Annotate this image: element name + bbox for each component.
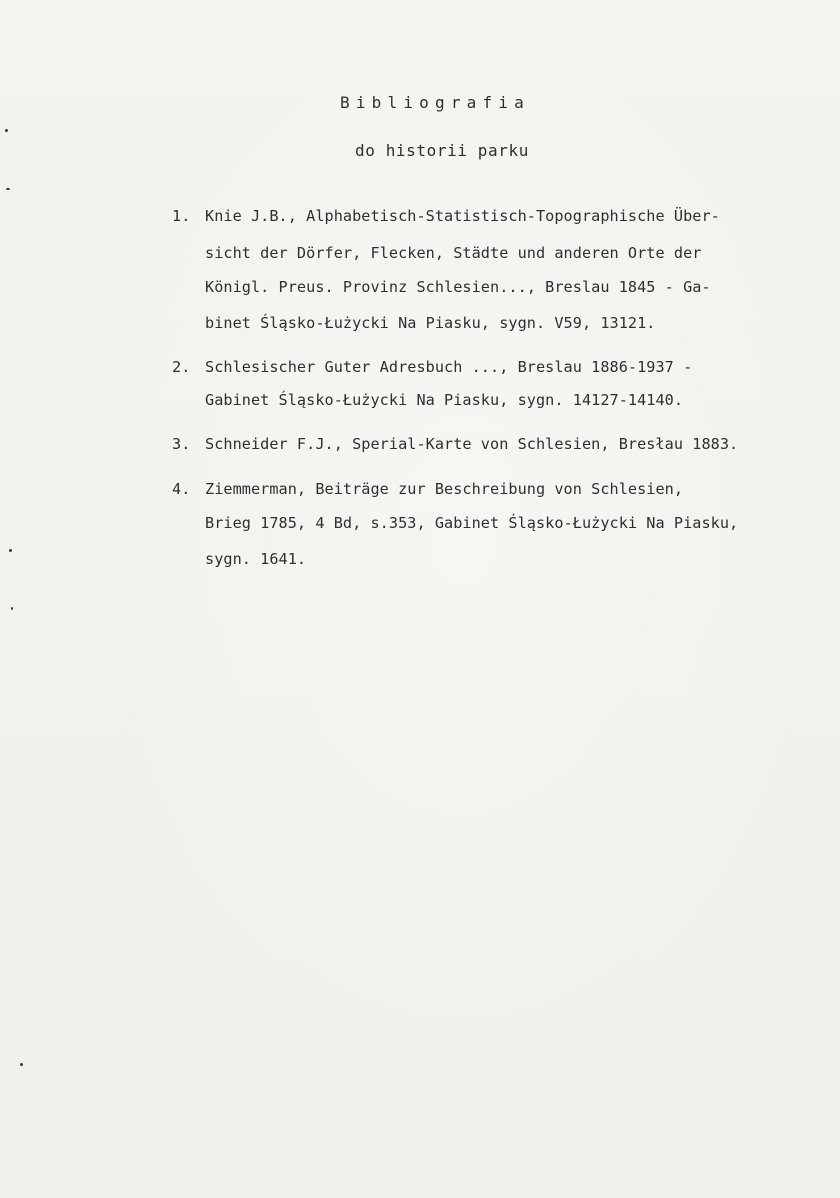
entry-number: 2.	[172, 358, 191, 376]
page-title: Bibliografia	[340, 93, 530, 112]
page-subtitle: do historii parku	[355, 141, 529, 160]
ink-speck	[20, 1063, 23, 1066]
ink-speck	[11, 607, 13, 610]
entry-line: Brieg 1785, 4 Bd, s.353, Gabinet Śląsko-Łużycki Na Piasku,	[205, 514, 739, 532]
ink-speck	[6, 188, 10, 190]
bibliography-entry-2	[172, 358, 692, 376]
entry-line: Schneider F.J., Sperial-Karte von Schlesien, Bresłau 1883.	[205, 435, 739, 453]
bibliography-entry-4	[172, 480, 683, 498]
entry-line: Ziemmerman, Beiträge zur Beschreibung von Schlesien,	[205, 480, 684, 498]
entry-line: Knie J.B., Alphabetisch-Statistisch-Topographische Über-	[205, 207, 720, 225]
bibliography-entry-3	[172, 435, 738, 453]
entry-number: 4.	[172, 480, 191, 498]
entry-line: Königl. Preus. Provinz Schlesien..., Breslau 1845 - Ga-	[205, 278, 711, 296]
entry-line: Schlesischer Guter Adresbuch ..., Breslau 1886-1937 -	[205, 358, 693, 376]
ink-speck	[5, 129, 8, 132]
entry-number: 3.	[172, 435, 191, 453]
entry-line: binet Śląsko-Łużycki Na Piasku, sygn. V59, 13121.	[205, 314, 656, 332]
entry-number: 1.	[172, 207, 191, 225]
bibliography-entry-1	[172, 207, 720, 225]
ink-speck	[9, 549, 12, 552]
entry-line: Gabinet Śląsko-Łużycki Na Piasku, sygn. 14127-14140.	[205, 391, 684, 409]
entry-line: sygn. 1641.	[205, 550, 307, 568]
entry-line: sicht der Dörfer, Flecken, Städte und anderen Orte der	[205, 244, 702, 262]
